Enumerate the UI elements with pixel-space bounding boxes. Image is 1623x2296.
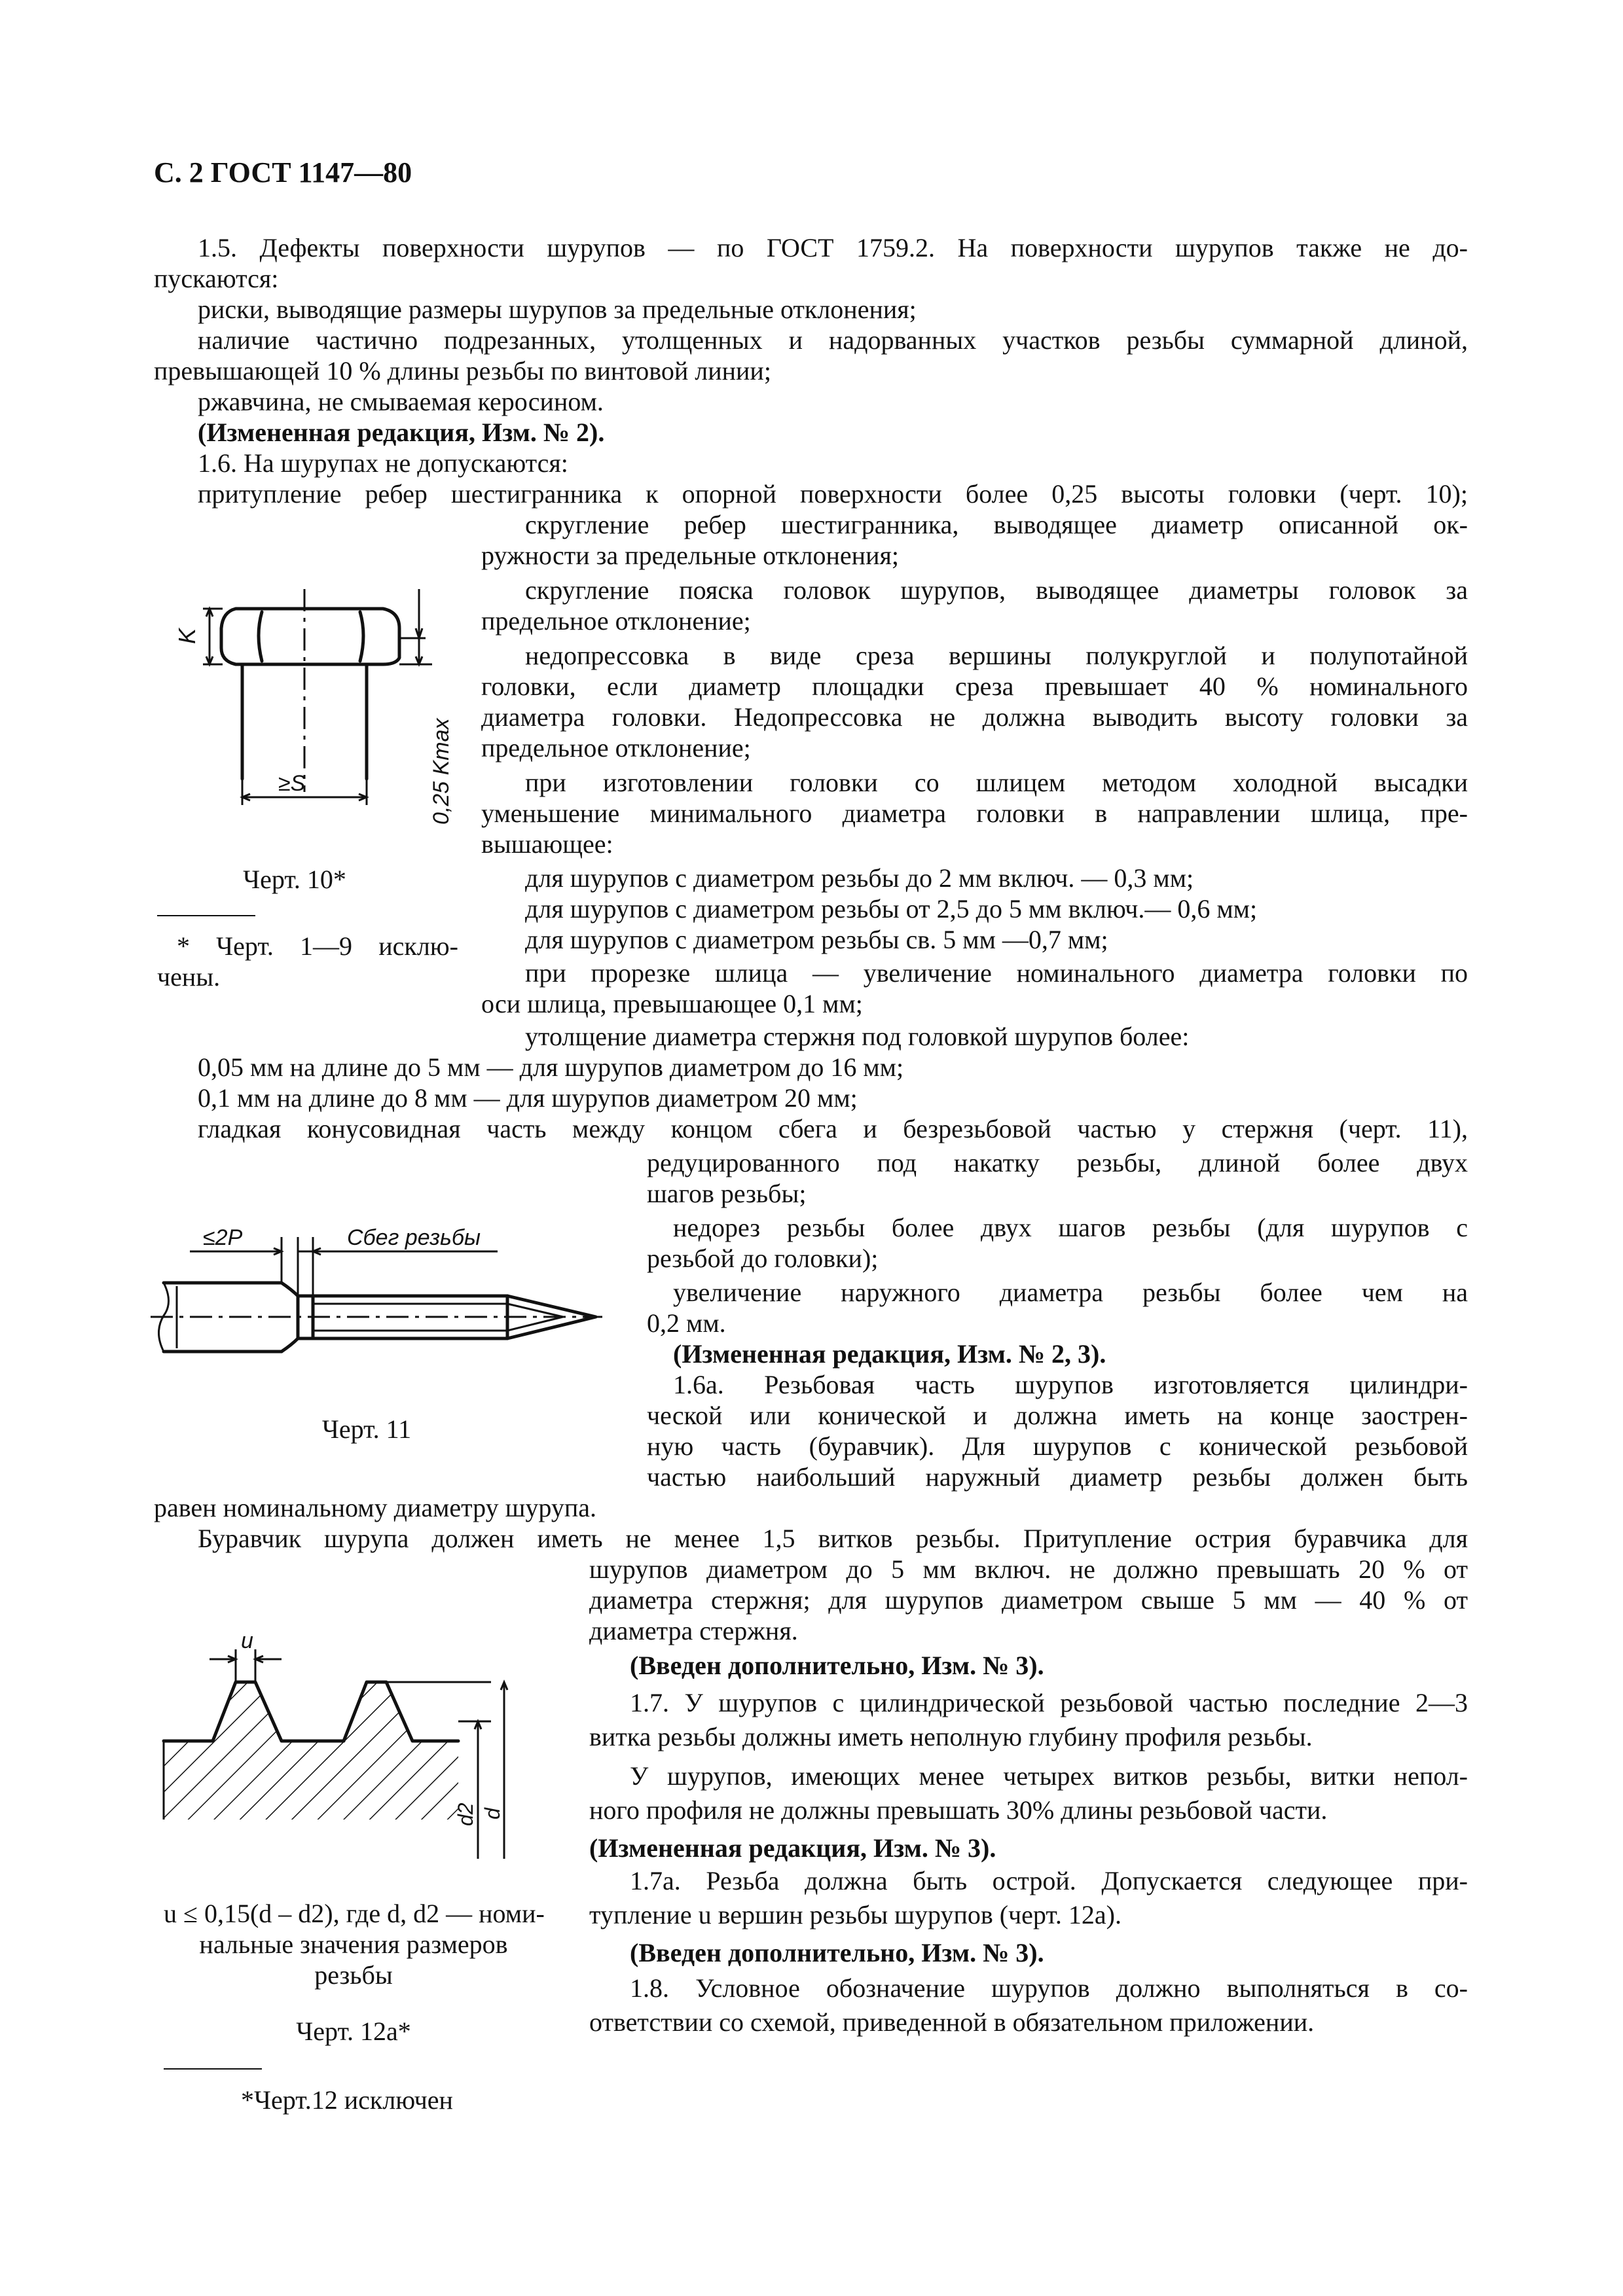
fig11-runout-label: Сбег резьбы [347,1225,481,1250]
page-header: С. 2 ГОСТ 1147—80 [154,156,412,188]
p16-c17: утолщение диаметра стержня под головкой шурупов более: [525,1022,1190,1051]
p16-d6: 0,2 мм. [647,1308,726,1338]
p18-line-1: 1.8. Условное обозначение шурупов должно выполняться в со- [630,1973,1468,2003]
figure-10-footnote-1: * Черт. 1—9 исклю- [177,931,458,961]
p16a-line-2: ческой или конической и должна иметь на конце заострен- [647,1401,1468,1430]
p16a-amendment-note: (Введен дополнительно, Изм. № 3). [630,1651,1044,1680]
p16-c2: ружности за предельные отклонения; [481,541,899,570]
fig12a-u-label: u [241,1628,253,1653]
p15-amendment-note: (Измененная редакция, Изм. № 2). [198,418,605,447]
p16a-line-4: частью наибольший наружный диаметр резьбы должен быть [647,1462,1468,1492]
p17-line-3: У шурупов, имеющих менее четырех витков резьбы, витки непол- [630,1761,1468,1791]
p16-c10: уменьшение минимального диаметра головки в направлении шлица, пре- [481,798,1468,828]
p15-line-3: риски, выводящие размеры шурупов за предельные отклонения; [198,295,917,324]
p16a-line-9: диаметра стержня. [589,1616,798,1645]
p16a-line-6: Буравчик шурупа должен иметь не менее 1,5 витков резьбы. Притупление острия буравчика для [198,1524,1468,1553]
p16-d2: шагов резьбы; [647,1179,807,1208]
figure-12a-footnote: *Черт.12 исключен [241,2085,453,2115]
footnote-separator [157,915,255,916]
p16-c11: вышающее: [481,829,613,859]
figure-11-caption: Черт. 11 [321,1414,412,1444]
figure-11-thread-runout-drawing [151,1204,609,1401]
p16-c3: скругление пояска головок шурупов, выводящее диаметры головок за [525,575,1468,605]
fig10-kmax-label: 0,25 Kmax [429,718,454,825]
p15-line-1: 1.5. Дефекты поверхности шурупов — по ГОСТ 1759.2. На поверхности шурупов также не до- [198,233,1468,262]
footnote-separator-2 [164,2068,262,2070]
p16-d4: резьбой до головки); [647,1244,879,1273]
figure-10-footnote-2: чены. [157,962,221,992]
fig10-k-label: K [173,628,200,644]
p15-line-5: превышающей 10 % длины резьбы по винтовой линии; [154,356,771,386]
p17-line-1: 1.7. У шурупов с цилиндрической резьбовой частью последние 2—3 [630,1688,1468,1717]
p16-d3: недорез резьбы более двух шагов резьбы (для шурупов с [673,1213,1468,1242]
p16-f1: 0,05 мм на длине до 5 мм — для шурупов диаметром до 16 мм; [198,1052,904,1082]
fig12a-d2-label: d2 [454,1803,477,1826]
p16-c14: для шурупов с диаметром резьбы св. 5 мм —0,7 мм; [525,925,1108,954]
p16a-line-7: шурупов диаметром до 5 мм включ. не должно превышать 20 % от [589,1554,1468,1584]
p16-c8: предельное отклонение; [481,733,751,762]
p16a-line-5: равен номинальному диаметру шурупа. [154,1493,597,1522]
p16-d5: увеличение наружного диаметра резьбы более чем на [673,1278,1468,1307]
p16-c9: при изготовлении головки со шлицем методом холодной высадки [525,768,1468,797]
p17-amendment-note: (Измененная редакция, Изм. № 3). [589,1833,996,1863]
figure-10-screw-head-drawing [157,576,458,851]
p16-c5: недопрессовка в виде среза вершины полукруглой и полупотайной [525,641,1468,670]
p16-c12: для шурупов с диаметром резьбы до 2 мм включ. — 0,3 мм; [525,863,1194,893]
p18-line-2: ответствии со схемой, приведенной в обязательном приложении. [589,2007,1315,2037]
figure-12a-thread-profile-drawing [151,1623,570,1885]
p16-c6: головки, если диаметр площадки среза превышает 40 % номинального [481,672,1468,701]
figure-10-caption: Черт. 10* [243,865,346,894]
p15-line-2: пускаются: [154,264,279,293]
p16-d1: редуцированного под накатку резьбы, длиной более двух [647,1148,1468,1177]
fig10-s-label: ≥S [278,771,306,796]
p15-line-4: наличие частично подрезанных, утолщенных и надорванных участков резьбы суммарной длиной, [198,325,1468,355]
p16-amendment-note: (Измененная редакция, Изм. № 2, 3). [673,1339,1106,1369]
figure-12a-formula-2: нальные значения размеров [199,1929,508,1959]
p16-f3: гладкая конусовидная часть между концом сбега и безрезьбовой частью у стержня (черт. 11), [198,1114,1468,1143]
p16-f2: 0,1 мм на длине до 8 мм — для шурупов диаметром 20 мм; [198,1083,858,1113]
p16a-line-3: ную часть (буравчик). Для шурупов с конической резьбовой [647,1431,1468,1461]
p17-line-4: ного профиля не должны превышать 30% длины резьбовой части. [589,1795,1328,1825]
p16-line-2: притупление ребер шестигранника к опорной поверхности более 0,25 высоты головки (черт. 10); [198,479,1468,509]
p16-c4: предельное отклонение; [481,606,751,636]
fig11-pitch-label: ≤2P [203,1225,243,1250]
figure-12a-formula-3: резьбы [314,1960,393,1990]
fig12a-d-label: d [481,1808,504,1820]
p16a-line-8: диаметра стержня; для шурупов диаметром свыше 5 мм — 40 % от [589,1585,1468,1615]
p17-line-2: витка резьбы должны иметь неполную глубину профиля резьбы. [589,1722,1313,1751]
p16-c15: при прорезке шлица — увеличение номинального диаметра головки по [525,958,1468,988]
p16-c1: скругление ребер шестигранника, выводящее диаметр описанной ок- [525,510,1468,539]
p15-line-6: ржавчина, не смываемая керосином. [198,387,604,416]
p16-c7: диаметра головки. Недопрессовка не должна выводить высоту головки за [481,702,1468,732]
p16a-line-1: 1.6а. Резьбовая часть шурупов изготовляется цилиндри- [673,1370,1468,1399]
figure-12a-formula-1: u ≤ 0,15(d – d2), где d, d2 — номи- [164,1899,545,1928]
p16-c13: для шурупов с диаметром резьбы от 2,5 до 5 мм включ.— 0,6 мм; [525,894,1258,924]
p17a-line-1: 1.7а. Резьба должна быть острой. Допускается следующее при- [630,1866,1468,1895]
p16-line-1: 1.6. На шурупах не допускаются: [198,448,568,478]
p17a-amendment-note: (Введен дополнительно, Изм. № 3). [630,1938,1044,1967]
p17a-line-2: тупление u вершин резьбы шурупов (черт. 12а). [589,1900,1122,1929]
figure-12a-caption: Черт. 12а* [296,2017,411,2046]
p16-c16: оси шлица, превышающее 0,1 мм; [481,989,863,1018]
